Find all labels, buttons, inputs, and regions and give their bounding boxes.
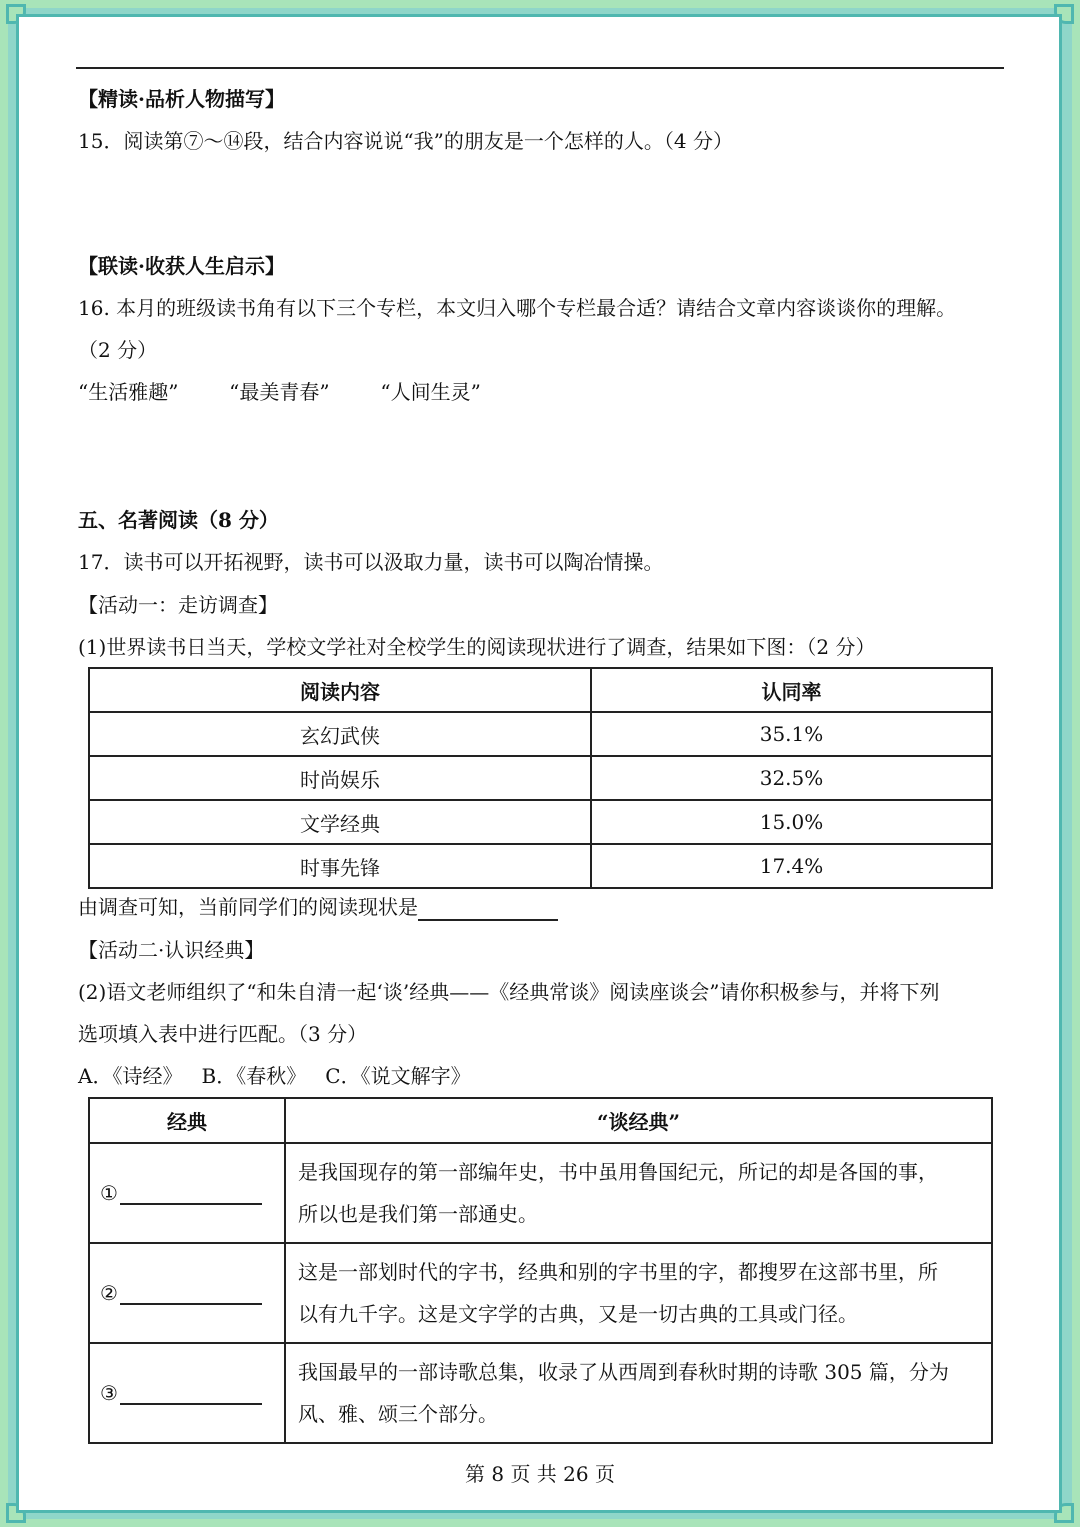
conclusion-text: 由调查可知，当前同学们的阅读现状是	[78, 895, 418, 919]
circled-number: ①	[100, 1181, 118, 1205]
option-1: “生活雅趣”	[78, 380, 179, 404]
question-17: 17．读书可以开拓视野，读书可以汲取力量，读书可以陶冶情操。	[78, 550, 664, 574]
sub-question-1: (1)世界读书日当天，学校文学社对全校学生的阅读现状进行了调查，结果如下图：（2 分）	[78, 635, 876, 659]
table-header-row	[89, 668, 992, 712]
answer-blank[interactable]	[120, 1285, 262, 1305]
description-cell	[285, 1143, 992, 1243]
description-cell	[285, 1343, 992, 1443]
activity-2-heading: 【活动二·认识经典】	[78, 938, 265, 962]
table-cell: 15.0%	[591, 800, 992, 844]
question-16-line1: 16. 本月的班级读书角有以下三个专栏，本文归入哪个专栏最合适？请结合文章内容谈谈你的理解。	[78, 296, 957, 320]
classics-table	[88, 1097, 993, 1444]
activity-1-heading: 【活动一：走访调查】	[78, 593, 278, 617]
choice-options: A．《诗经》 B．《春秋》 C．《说文解字》	[78, 1064, 471, 1088]
table-header: “谈经典”	[285, 1098, 992, 1143]
section-title-classics: 五、名著阅读（8 分）	[78, 508, 279, 532]
heading-close-reading: 【精读·品析人物描写】	[78, 87, 285, 111]
table-header-row	[89, 1098, 992, 1143]
table-row	[89, 756, 992, 800]
table-row	[89, 712, 992, 756]
circled-number: ②	[100, 1281, 118, 1305]
table-row	[89, 1143, 992, 1243]
description-line: 这是一部划时代的字书，经典和别的字书里的字，都搜罗在这部书里，所	[298, 1260, 938, 1284]
sub-question-2-line2: 选项填入表中进行匹配。（3 分）	[78, 1022, 368, 1046]
sub-question-2-line1: (2)语文老师组织了“和朱自清一起‘谈’经典——《经典常谈》阅读座谈会”请你积极参与，并将下列	[78, 980, 940, 1004]
header-rule	[76, 67, 1004, 69]
answer-blank[interactable]	[418, 897, 558, 921]
description-line: 以有九千字。这是文字学的古典，又是一切古典的工具或门径。	[298, 1302, 858, 1326]
description-cell	[285, 1243, 992, 1343]
table-cell: 35.1%	[591, 712, 992, 756]
table-cell: 玄幻武侠	[89, 712, 591, 756]
heading-related-reading: 【联读·收获人生启示】	[78, 254, 285, 278]
question-16-line2: （2 分）	[78, 338, 158, 362]
survey-conclusion	[78, 893, 558, 921]
page-footer: 第 8 页 共 26 页	[465, 1462, 615, 1486]
option-2: “最美青春”	[229, 380, 330, 404]
column-options	[78, 378, 481, 406]
description-line: 是我国现存的第一部编年史，书中虽用鲁国纪元，所记的却是各国的事，	[298, 1160, 938, 1184]
table-header: 经典	[89, 1098, 285, 1143]
answer-cell[interactable]	[89, 1143, 285, 1243]
answer-cell[interactable]	[89, 1243, 285, 1343]
table-header: 认同率	[591, 668, 992, 712]
survey-table	[88, 667, 993, 889]
table-cell: 17.4%	[591, 844, 992, 888]
table-cell: 32.5%	[591, 756, 992, 800]
table-row	[89, 800, 992, 844]
table-row	[89, 1343, 992, 1443]
description-line: 风、雅、颂三个部分。	[298, 1402, 498, 1426]
answer-cell[interactable]	[89, 1343, 285, 1443]
circled-number: ③	[100, 1381, 118, 1405]
table-row	[89, 844, 992, 888]
answer-blank[interactable]	[120, 1185, 262, 1205]
description-line: 我国最早的一部诗歌总集，收录了从西周到春秋时期的诗歌 305 篇，分为	[298, 1360, 949, 1384]
question-15: 15．阅读第⑦～⑭段，结合内容说说“我”的朋友是一个怎样的人。（4 分）	[78, 129, 733, 153]
description-line: 所以也是我们第一部通史。	[298, 1202, 538, 1226]
table-header: 阅读内容	[89, 668, 591, 712]
table-row	[89, 1243, 992, 1343]
answer-blank[interactable]	[120, 1385, 262, 1405]
table-cell: 文学经典	[89, 800, 591, 844]
option-3: “人间生灵”	[380, 380, 481, 404]
table-cell: 时尚娱乐	[89, 756, 591, 800]
table-cell: 时事先锋	[89, 844, 591, 888]
